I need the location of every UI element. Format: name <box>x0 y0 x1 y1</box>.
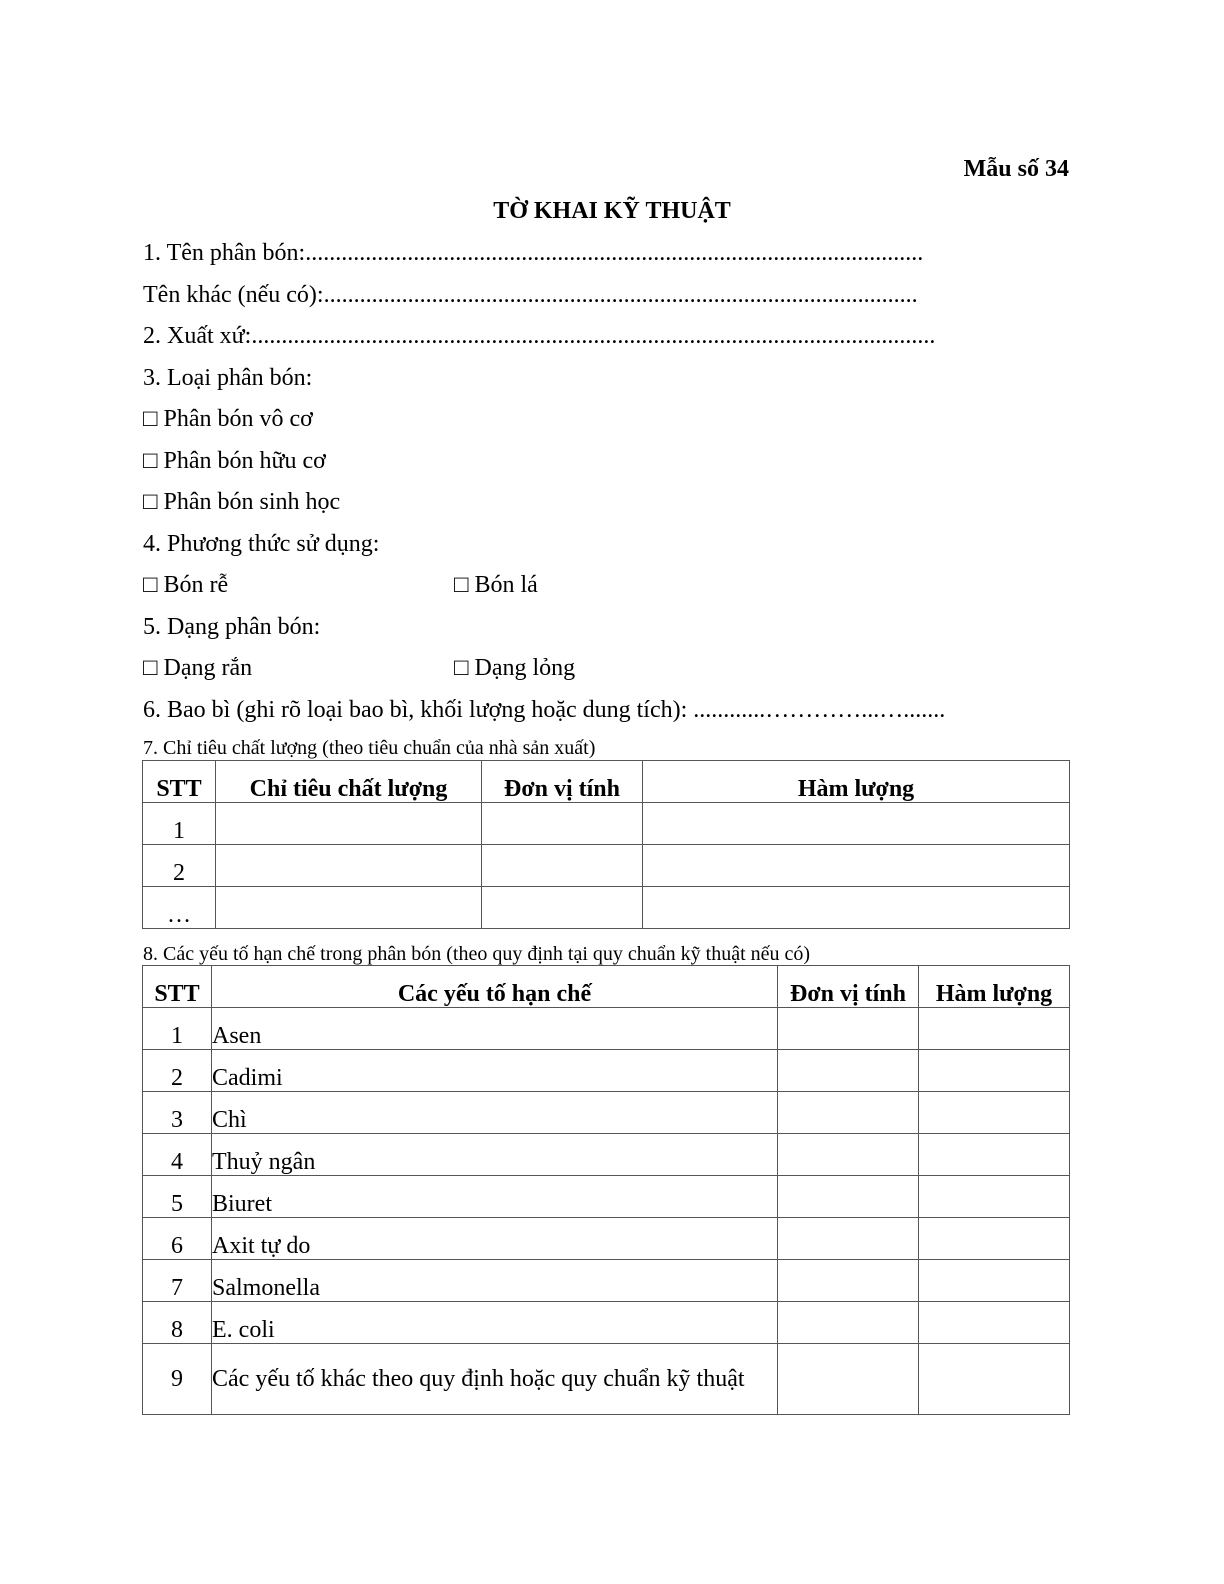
table-row <box>143 1218 1070 1260</box>
row-factor-name: Thuỷ ngân <box>212 1134 778 1176</box>
cell-content[interactable] <box>919 1302 1070 1344</box>
row-factor-name: Các yếu tố khác theo quy định hoặc quy chuẩn kỹ thuật <box>212 1344 778 1415</box>
cell-unit[interactable] <box>778 1218 919 1260</box>
header-content: Hàm lượng <box>643 761 1070 803</box>
row-stt: 5 <box>143 1176 212 1218</box>
cell-content[interactable] <box>919 1344 1070 1415</box>
cell-criterion[interactable] <box>216 803 482 845</box>
cell-unit[interactable] <box>778 1092 919 1134</box>
table-row <box>143 1050 1070 1092</box>
cell-content[interactable] <box>919 1218 1070 1260</box>
limit-table-header <box>143 966 1070 1008</box>
row-stt: 8 <box>143 1302 212 1344</box>
cell-unit[interactable] <box>482 803 643 845</box>
row-stt: 9 <box>143 1344 212 1415</box>
field-packaging: 6. Bao bì (ghi rõ loại bao bì, khối lượng hoặc dung tích): ............…………...…....... <box>143 697 946 723</box>
row-stt: 7 <box>143 1260 212 1302</box>
table-row <box>143 1176 1070 1218</box>
cell-unit[interactable] <box>482 845 643 887</box>
cell-content[interactable] <box>919 1176 1070 1218</box>
cell-unit[interactable] <box>778 1134 919 1176</box>
row-factor-name: Chì <box>212 1092 778 1134</box>
row-stt: 6 <box>143 1218 212 1260</box>
header-limit-factor: Các yếu tố hạn chế <box>212 966 778 1008</box>
cell-content[interactable] <box>643 887 1070 929</box>
field-type-label: 3. Loại phân bón: <box>143 365 313 391</box>
option-organic[interactable]: □ Phân bón hữu cơ <box>143 448 326 474</box>
form-number: Mẫu số 34 <box>963 156 1069 182</box>
row-factor-name: Salmonella <box>212 1260 778 1302</box>
option-foliar-application[interactable]: □ Bón lá <box>454 572 538 598</box>
option-solid[interactable]: □ Dạng rắn <box>143 655 253 681</box>
header-stt: STT <box>143 761 216 803</box>
document-title: TỜ KHAI KỸ THUẬT <box>493 198 731 224</box>
field-form-label: 5. Dạng phân bón: <box>143 614 321 640</box>
option-inorganic[interactable]: □ Phân bón vô cơ <box>143 406 313 432</box>
table-row <box>143 845 1070 887</box>
row-stt: 1 <box>143 803 216 845</box>
cell-content[interactable] <box>919 1008 1070 1050</box>
row-stt: 4 <box>143 1134 212 1176</box>
header-stt: STT <box>143 966 212 1008</box>
field-origin: 2. Xuất xứ:.................................................................................................................. <box>143 323 936 349</box>
limit-table <box>142 965 1070 1415</box>
quality-table-caption: 7. Chỉ tiêu chất lượng (theo tiêu chuẩn của nhà sản xuất) <box>143 737 596 759</box>
table-row <box>143 1302 1070 1344</box>
quality-table <box>142 760 1070 929</box>
row-stt: 2 <box>143 1050 212 1092</box>
header-content: Hàm lượng <box>919 966 1070 1008</box>
row-stt: 1 <box>143 1008 212 1050</box>
option-biological[interactable]: □ Phân bón sinh học <box>143 489 341 515</box>
cell-unit[interactable] <box>778 1008 919 1050</box>
row-factor-name: Cadimi <box>212 1050 778 1092</box>
cell-content[interactable] <box>919 1134 1070 1176</box>
table-row <box>143 887 1070 929</box>
cell-content[interactable] <box>919 1260 1070 1302</box>
table-row <box>143 803 1070 845</box>
cell-unit[interactable] <box>482 887 643 929</box>
table-row <box>143 1134 1070 1176</box>
row-factor-name: Axit tự do <box>212 1218 778 1260</box>
quality-table-header <box>143 761 1070 803</box>
cell-unit[interactable] <box>778 1050 919 1092</box>
option-liquid[interactable]: □ Dạng lỏng <box>454 655 576 681</box>
field-method-label: 4. Phương thức sử dụng: <box>143 531 380 557</box>
table-row <box>143 1092 1070 1134</box>
table-row <box>143 1344 1070 1415</box>
cell-criterion[interactable] <box>216 887 482 929</box>
limit-table-caption: 8. Các yếu tố hạn chế trong phân bón (theo quy định tại quy chuẩn kỹ thuật nếu có) <box>143 943 811 965</box>
option-root-application[interactable]: □ Bón rễ <box>143 572 229 598</box>
row-factor-name: Asen <box>212 1008 778 1050</box>
row-factor-name: Biuret <box>212 1176 778 1218</box>
table-row <box>143 1008 1070 1050</box>
cell-content[interactable] <box>919 1092 1070 1134</box>
header-quality-criterion: Chỉ tiêu chất lượng <box>216 761 482 803</box>
header-unit: Đơn vị tính <box>482 761 643 803</box>
cell-content[interactable] <box>643 803 1070 845</box>
row-stt: 3 <box>143 1092 212 1134</box>
row-stt: … <box>143 887 216 929</box>
cell-criterion[interactable] <box>216 845 482 887</box>
cell-unit[interactable] <box>778 1302 919 1344</box>
cell-content[interactable] <box>919 1050 1070 1092</box>
cell-unit[interactable] <box>778 1260 919 1302</box>
row-stt: 2 <box>143 845 216 887</box>
table-row <box>143 1260 1070 1302</box>
cell-content[interactable] <box>643 845 1070 887</box>
field-fertilizer-name: 1. Tên phân bón:....................................................................................................... <box>143 240 924 266</box>
cell-unit[interactable] <box>778 1344 919 1415</box>
field-other-name: Tên khác (nếu có):................................................................................................... <box>143 282 918 308</box>
row-factor-name: E. coli <box>212 1302 778 1344</box>
header-unit: Đơn vị tính <box>778 966 919 1008</box>
cell-unit[interactable] <box>778 1176 919 1218</box>
